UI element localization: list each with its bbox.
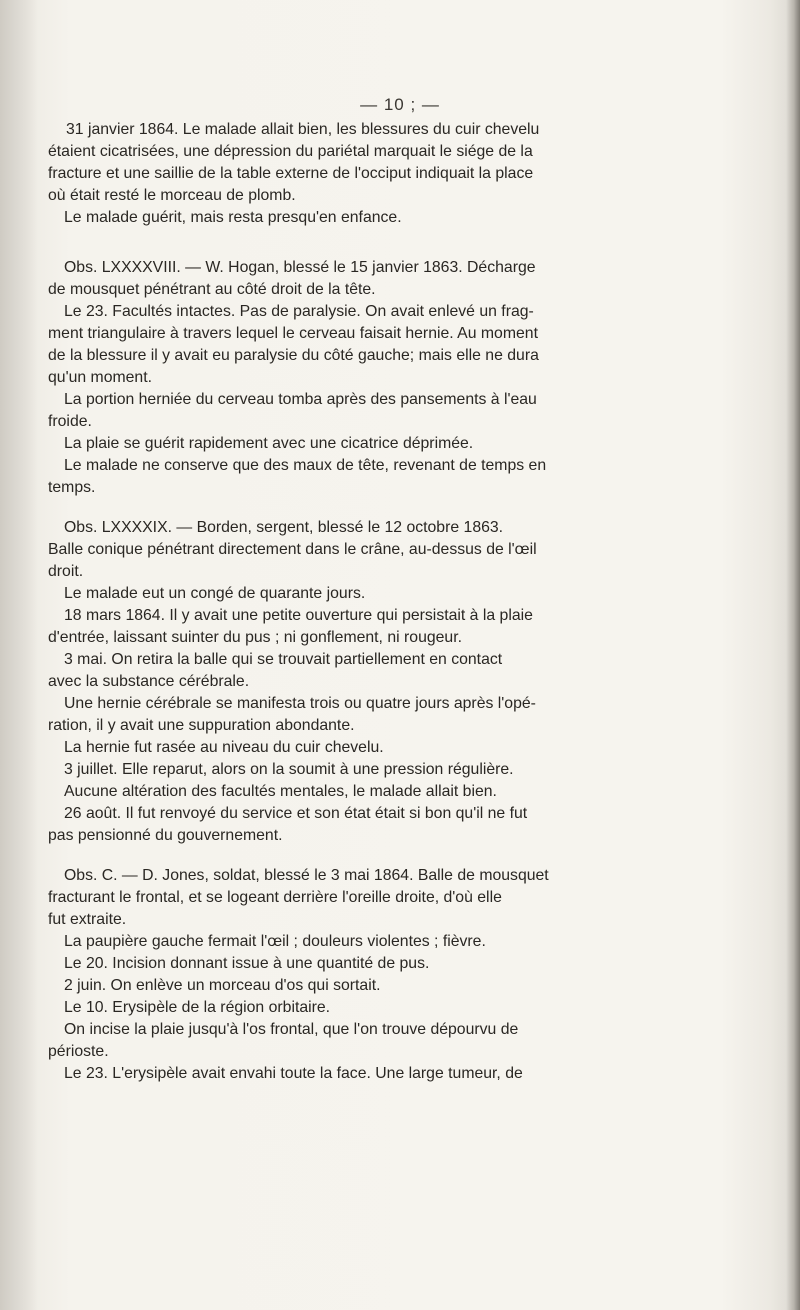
text-line: ment triangulaire à travers lequel le cerveau faisait hernie. Au moment xyxy=(48,325,538,342)
text-line: Le malade eut un congé de quarante jours. xyxy=(64,585,366,602)
text-line: Le 20. Incision donnant issue à une quantité de pus. xyxy=(64,955,430,972)
text-line: Le malade guérit, mais resta presqu'en enfance. xyxy=(64,209,402,226)
observation-heading: Obs. C. — D. Jones, soldat, blessé le 3 mai 1864. Balle de mousquet xyxy=(64,867,549,884)
text-line: pas pensionné du gouvernement. xyxy=(48,827,283,844)
text-line: froide. xyxy=(48,413,92,430)
text-line: La plaie se guérit rapidement avec une cicatrice déprimée. xyxy=(64,435,474,452)
observation-heading: Obs. LXXXXVIII. — W. Hogan, blessé le 15 janvier 1863. Décharge xyxy=(64,259,536,276)
text-line: Le 23. L'erysipèle avait envahi toute la face. Une large tumeur, de xyxy=(64,1065,523,1082)
text-line: fut extraite. xyxy=(48,911,127,928)
text-line: Le malade ne conserve que des maux de tête, revenant de temps en xyxy=(64,457,547,474)
text-line: La paupière gauche fermait l'œil ; douleurs violentes ; fièvre. xyxy=(64,933,486,950)
text-line: de la blessure il y avait eu paralysie du côté gauche; mais elle ne dura xyxy=(48,347,539,364)
text-line: avec la substance cérébrale. xyxy=(48,673,250,690)
text-line: de mousquet pénétrant au côté droit de la tête. xyxy=(48,281,376,298)
text-line: où était resté le morceau de plomb. xyxy=(48,187,296,204)
text-line: Une hernie cérébrale se manifesta trois ou quatre jours après l'opé- xyxy=(64,695,536,712)
text-line: ration, il y avait une suppuration abondante. xyxy=(48,717,355,734)
text-line: On incise la plaie jusqu'à l'os frontal, que l'on trouve dépourvu de xyxy=(64,1021,519,1038)
text-line: Balle conique pénétrant directement dans le crâne, au-dessus de l'œil xyxy=(48,541,537,558)
observation-heading: Obs. LXXXXIX. — Borden, sergent, blessé le 12 octobre 1863. xyxy=(64,519,504,536)
text-line: 31 janvier 1864. Le malade allait bien, les blessures du cuir chevelu xyxy=(66,121,540,138)
text-line: 18 mars 1864. Il y avait une petite ouverture qui persistait à la plaie xyxy=(64,607,533,624)
text-line: 3 mai. On retira la balle qui se trouvait partiellement en contact xyxy=(64,651,503,668)
text-line: d'entrée, laissant suinter du pus ; ni gonflement, ni rougeur. xyxy=(48,629,462,646)
text-line: 3 juillet. Elle reparut, alors on la soumit à une pression régulière. xyxy=(64,761,514,778)
text-line: 26 août. Il fut renvoyé du service et son état était si bon qu'il ne fut xyxy=(64,805,528,822)
text-line: Le 10. Erysipèle de la région orbitaire. xyxy=(64,999,331,1016)
text-line: La portion herniée du cerveau tomba après des pansements à l'eau xyxy=(64,391,537,408)
text-line: périoste. xyxy=(48,1043,109,1060)
text-line: temps. xyxy=(48,479,96,496)
text-line: fracturant le frontal, et se logeant derrière l'oreille droite, d'où elle xyxy=(48,889,502,906)
text-line: étaient cicatrisées, une dépression du pariétal marquait le siége de la xyxy=(48,143,533,160)
running-head: — 10 ; — xyxy=(360,95,440,114)
text-line: qu'un moment. xyxy=(48,369,152,386)
page-edge-shadow xyxy=(786,0,800,1310)
text-line: La hernie fut rasée au niveau du cuir chevelu. xyxy=(64,739,384,756)
text-line: fracture et une saillie de la table externe de l'occiput indiquait la place xyxy=(48,165,534,182)
text-line: Le 23. Facultés intactes. Pas de paralysie. On avait enlevé un frag- xyxy=(64,303,534,320)
text-line: 2 juin. On enlève un morceau d'os qui sortait. xyxy=(64,977,381,994)
book-gutter-shadow xyxy=(0,0,38,1310)
text-line: droit. xyxy=(48,563,84,580)
text-line: Aucune altération des facultés mentales, le malade allait bien. xyxy=(64,783,497,800)
